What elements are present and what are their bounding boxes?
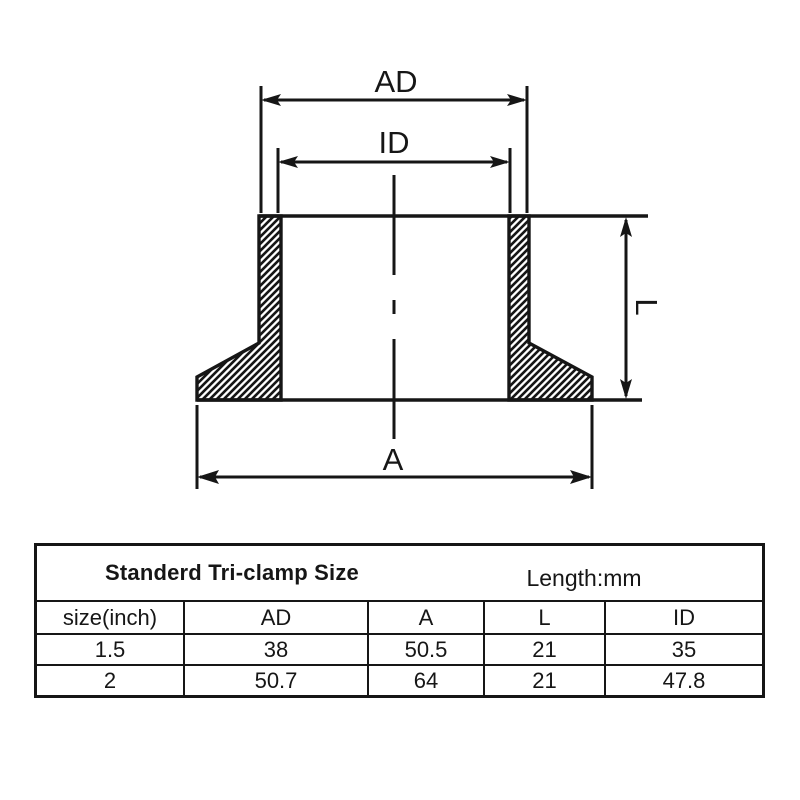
- table-cell-id: 35: [606, 635, 762, 664]
- table-cell-ad: 50.7: [185, 666, 367, 695]
- column-header-ad: AD: [185, 602, 367, 633]
- table-cell-a: 64: [369, 666, 483, 695]
- column-header-a: A: [369, 602, 483, 633]
- column-header-size: size(inch): [37, 602, 183, 633]
- dim-label-id: ID: [378, 125, 410, 160]
- left-wall-section: [197, 216, 281, 400]
- table-cell-l: 21: [485, 635, 604, 664]
- table-cell-a: 50.5: [369, 635, 483, 664]
- table-cell-size: 2: [37, 666, 183, 695]
- right-wall-section: [509, 216, 592, 400]
- table-title: Standerd Tri-clamp Size: [104, 560, 359, 585]
- ferrule-body: [197, 216, 648, 400]
- dim-label-l: L: [629, 298, 664, 316]
- column-header-id: ID: [606, 602, 762, 633]
- dim-label-a: A: [382, 442, 404, 477]
- table-cell-size: 1.5: [37, 635, 183, 664]
- table-grid: [37, 600, 762, 695]
- dim-label-ad: AD: [374, 64, 418, 99]
- table-unit-note: Length:mm: [526, 565, 642, 591]
- spec-table: [34, 543, 765, 698]
- table-title-row: [37, 546, 762, 600]
- table-cell-l: 21: [485, 666, 604, 695]
- table-cell-ad: 38: [185, 635, 367, 664]
- column-header-l: L: [485, 602, 604, 633]
- table-cell-id: 47.8: [606, 666, 762, 695]
